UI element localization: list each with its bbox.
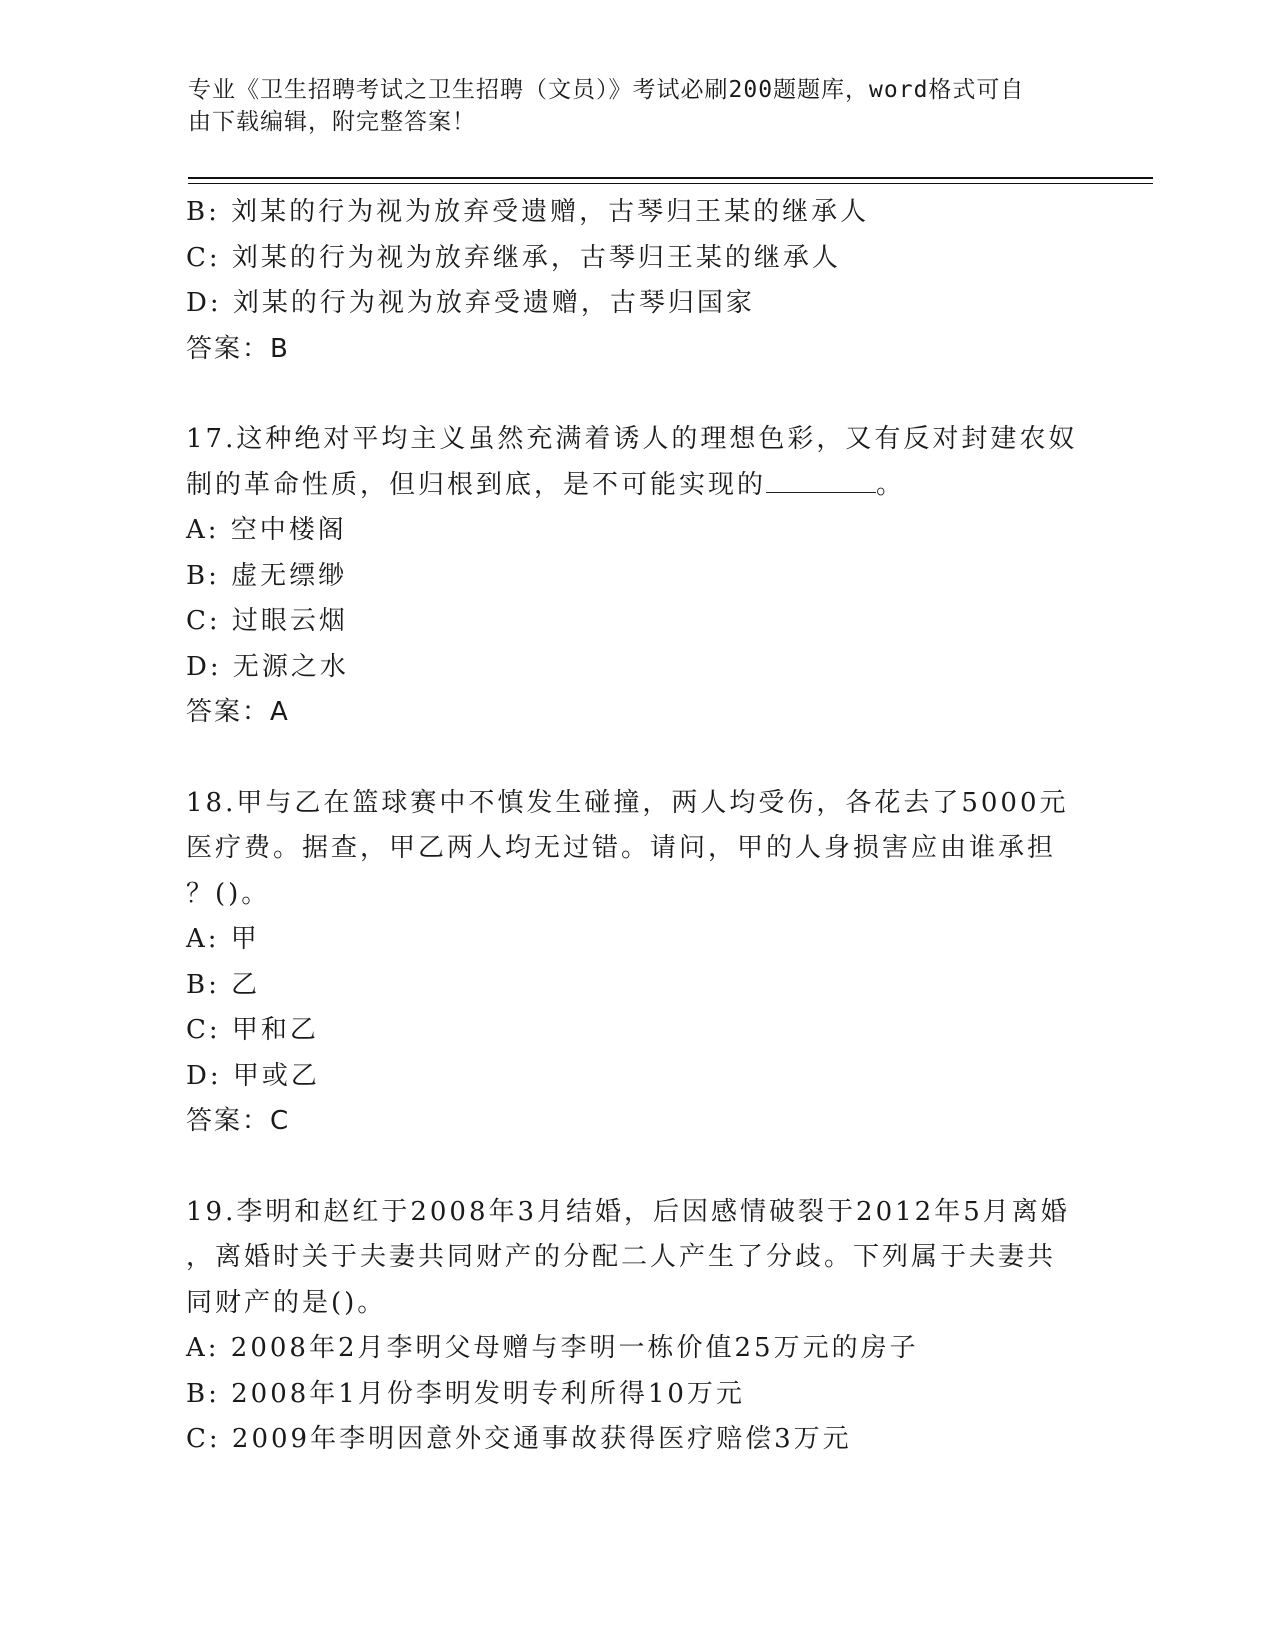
question-stem-line: ，离婚时关于夫妻共同财产的分配二人产生了分歧。下列属于夫妻共 xyxy=(186,1242,1057,1272)
question-stem-line: 19.李明和赵红于2008年3月结婚，后因感情破裂于2012年5月离婚 xyxy=(186,1196,1070,1227)
stem-text: 。 xyxy=(876,469,906,500)
option-c: C: 甲和乙 xyxy=(186,1015,319,1045)
question-17 xyxy=(186,417,1086,736)
question-stem-line: 同财产的是()。 xyxy=(186,1287,387,1318)
option-d: D: 甲或乙 xyxy=(186,1060,320,1091)
answer-line: 答案：B xyxy=(186,333,290,364)
question-18 xyxy=(186,781,1086,1145)
header-divider-thick xyxy=(188,177,1153,179)
option-c: C: 2009年李明因意外交通事故获得医疗赔偿3万元 xyxy=(186,1424,852,1454)
option-d: D: 刘某的行为视为放弃受遗赠，古琴归国家 xyxy=(186,288,755,318)
option-c: C: 过眼云烟 xyxy=(186,606,348,636)
option-b: B: 2008年1月份李明发明专利所得10万元 xyxy=(186,1378,745,1409)
option-c: C: 刘某的行为视为放弃继承，古琴归王某的继承人 xyxy=(186,242,841,273)
question-19 xyxy=(186,1190,1086,1463)
option-a: A: 2008年2月李明父母赠与李明一栋价值25万元的房子 xyxy=(186,1333,919,1363)
header-line-1: 专业《卫生招聘考试之卫生招聘（文员）》考试必刷200题题库，word格式可自 xyxy=(188,77,1025,103)
fill-in-blank xyxy=(766,468,876,493)
question-stem-line: 医疗费。据查，甲乙两人均无过错。请问，甲的人身损害应由谁承担 xyxy=(186,833,1057,863)
question-stem-line: 17.这种绝对平均主义虽然充满着诱人的理想色彩，又有反对封建农奴 xyxy=(186,424,1078,454)
header-divider-thin xyxy=(188,183,1153,184)
document-header xyxy=(188,74,1078,138)
option-b: B: 乙 xyxy=(186,969,261,1000)
question-stem-line: ？()。 xyxy=(186,878,271,909)
question-16-tail xyxy=(186,190,1086,372)
document-body xyxy=(186,190,1086,1463)
option-b: B: 虚无缥缈 xyxy=(186,560,348,591)
question-stem-line: 18.甲与乙在篮球赛中不慎发生碰撞，两人均受伤，各花去了5000元 xyxy=(186,787,1069,818)
question-stem-line xyxy=(186,463,1086,509)
header-line-2: 由下载编辑，附完整答案！ xyxy=(188,109,476,135)
answer-line: 答案：A xyxy=(186,697,290,727)
stem-text: 制的革命性质，但归根到底，是不可能实现的 xyxy=(186,469,767,500)
option-d: D: 无源之水 xyxy=(186,651,349,682)
option-a: A: 甲 xyxy=(186,924,260,954)
option-b: B: 刘某的行为视为放弃受遗赠，古琴归王某的继承人 xyxy=(186,197,870,227)
option-a: A: 空中楼阁 xyxy=(186,515,347,545)
answer-line: 答案：C xyxy=(186,1106,291,1136)
